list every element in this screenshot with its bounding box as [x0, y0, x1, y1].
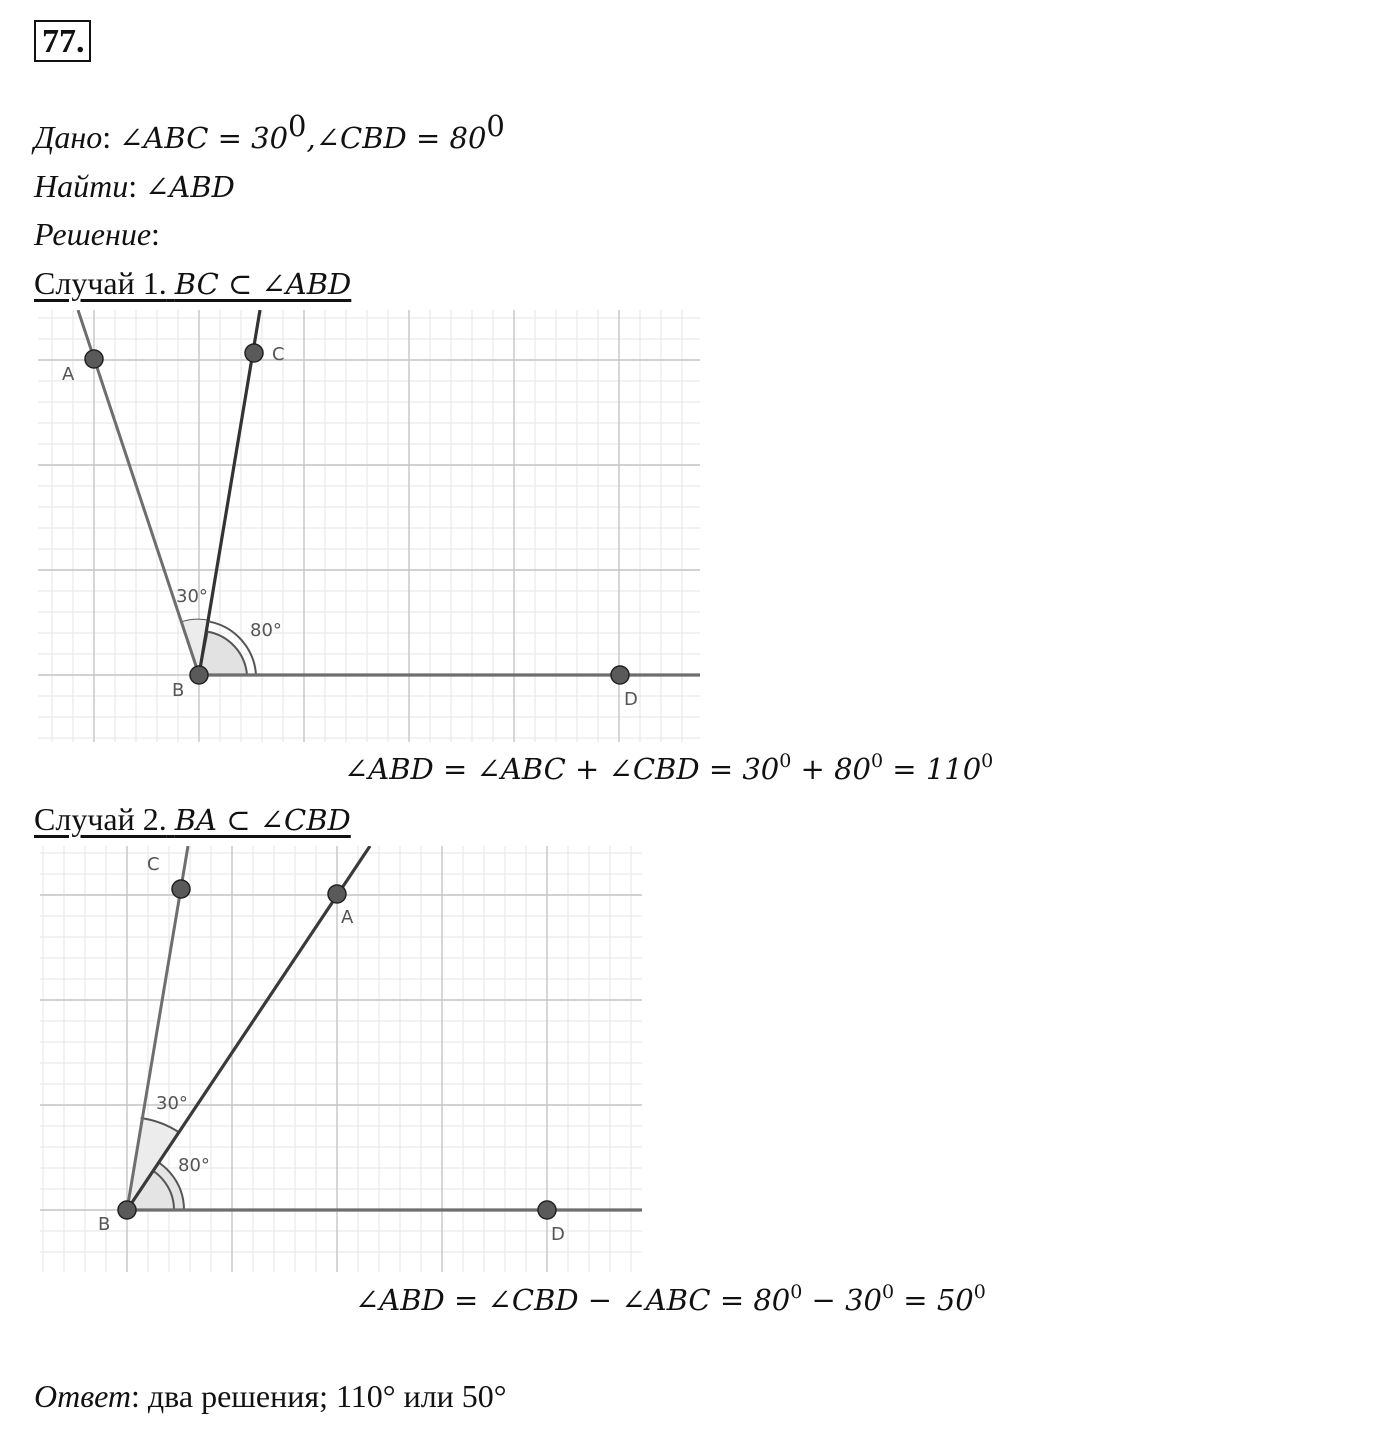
label-D: D [624, 689, 638, 710]
case1-condition: BC ⊂ ∠ABD [174, 267, 352, 301]
case1-angle-abc: 30° [176, 586, 208, 607]
case2-condition: BA ⊂ ∠CBD [174, 803, 351, 837]
label-D2: D [551, 1224, 565, 1245]
case2-figure [40, 846, 642, 1272]
case1-grid-major [38, 310, 700, 742]
point-A [85, 350, 103, 368]
case2-angle-abc: 30° [156, 1093, 188, 1114]
label-A: A [62, 364, 75, 385]
given-line: Дано: ∠ABC = $30^0,\angle CBD = 80^0$ [34, 109, 505, 155]
answer-line [34, 1377, 507, 1415]
label-C2: C [147, 854, 160, 875]
label-A2: A [341, 907, 354, 928]
answer-text: : два решения; 110° или 50° [131, 1378, 507, 1414]
given-label: Дано [34, 119, 103, 155]
problem-number: 77. [34, 20, 91, 62]
point-B2 [118, 1201, 136, 1219]
case1-figure [38, 310, 700, 742]
case2-title: Случай 2. BA ⊂ ∠CBD [34, 801, 351, 837]
point-B [190, 666, 208, 684]
label-C: C [272, 344, 285, 365]
solution-label: Решение [34, 216, 152, 252]
find-value: ∠ABD [145, 170, 235, 204]
point-C [245, 344, 263, 362]
label-B: B [172, 680, 185, 701]
case1-grid-minor [38, 310, 700, 742]
case2-formula: ∠ABD = ∠CBD − ∠ABC = $80^0 - 30^0 = 50^0$ [355, 1281, 986, 1317]
find-label: Найти [34, 168, 129, 204]
find-line: Найти: ∠ABD [34, 168, 235, 204]
label-B2: B [98, 1214, 111, 1235]
case1-title: Случай 1. BC ⊂ ∠ABD [34, 265, 352, 301]
given-angle1: ∠ABC = 30 [119, 121, 289, 155]
case1-angle-cbd: 80° [250, 620, 282, 641]
point-D [611, 666, 629, 684]
point-D2 [538, 1201, 556, 1219]
solution-line: Решение: [34, 216, 160, 252]
given-angle2: ∠CBD = 80 [315, 121, 487, 155]
case2-angle-cbd: 80° [178, 1155, 210, 1176]
case1-formula: ∠ABD = ∠ABC + ∠CBD = $30^0 + 80^0 = 110^0$ [344, 750, 994, 786]
point-C2 [172, 880, 190, 898]
answer-label: Ответ [34, 1378, 131, 1414]
point-A2 [328, 885, 346, 903]
